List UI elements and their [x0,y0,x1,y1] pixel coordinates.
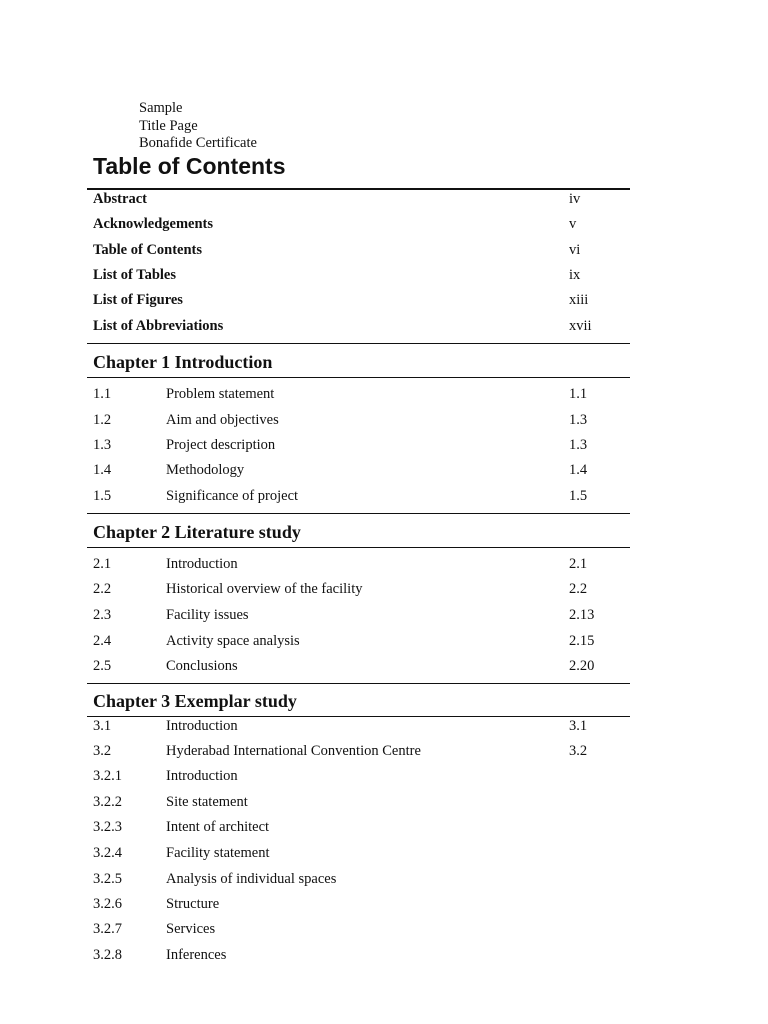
toc-number: 2.5 [93,658,112,674]
toc-page: ix [569,267,581,283]
toc-number: 1.1 [93,386,112,402]
toc-number: 3.2.3 [93,819,122,835]
toc-page: 1.1 [569,386,588,402]
toc-label: Facility statement [166,845,270,861]
toc-label: Site statement [166,794,248,810]
header-line-title-page: Title Page [139,117,198,134]
toc-label: Facility issues [166,607,249,623]
toc-row[interactable] [0,792,768,817]
toc-row[interactable] [0,384,768,409]
toc-row[interactable] [0,894,768,919]
toc-row-list-of-tables[interactable] [0,265,768,290]
toc-page: 2.1 [569,556,588,572]
toc-row-list-of-abbreviations[interactable] [0,316,768,341]
toc-page: 3.2 [569,743,588,759]
toc-page: xvii [569,318,592,334]
toc-row-abstract[interactable] [0,189,768,214]
toc-label: Project description [166,437,276,453]
toc-page: 1.4 [569,462,588,478]
toc-page: vi [569,242,581,258]
toc-label: Analysis of individual spaces [166,871,337,887]
toc-label: Inferences [166,947,227,963]
toc-page: 2.2 [569,581,588,597]
divider [87,683,630,684]
toc-row[interactable] [0,579,768,604]
toc-label: List of Figures [93,292,183,308]
header-line-sample: Sample [139,100,183,116]
page-title: Table of Contents [93,153,286,179]
chapter-3-heading[interactable]: Chapter 3 Exemplar study [93,691,297,711]
toc-page: 2.20 [569,658,595,674]
toc-label: Acknowledgements [93,216,214,232]
toc-label: Table of Contents [93,242,203,258]
toc-label: List of Abbreviations [93,318,224,334]
toc-label: List of Tables [93,267,176,283]
toc-number: 3.2.2 [93,794,122,810]
toc-row[interactable] [0,741,768,766]
toc-label: Hyderabad International Convention Centre [166,743,421,759]
toc-row-list-of-figures[interactable] [0,290,768,315]
toc-page: 2.13 [569,607,595,623]
toc-row-table-of-contents[interactable] [0,240,768,265]
toc-number: 3.2.4 [93,845,122,861]
toc-row[interactable] [0,945,768,970]
toc-row[interactable] [0,554,768,579]
toc-label: Introduction [166,768,238,784]
toc-page: xiii [569,292,589,308]
toc-page: 1.5 [569,488,588,504]
toc-row[interactable] [0,410,768,435]
toc-row[interactable] [0,656,768,681]
toc-label: Introduction [166,718,238,734]
toc-label: Structure [166,896,220,912]
toc-number: 3.2.5 [93,871,122,887]
toc-number: 3.2.6 [93,896,122,912]
toc-row[interactable] [0,631,768,656]
toc-row[interactable] [0,716,768,741]
toc-row-acknowledgements[interactable] [0,214,768,239]
toc-number: 2.4 [93,633,112,649]
toc-page: 2.15 [569,633,595,649]
toc-number: 1.3 [93,437,112,453]
toc-number: 2.2 [93,581,112,597]
toc-number: 3.2 [93,743,112,759]
toc-row[interactable] [0,605,768,630]
toc-label: Abstract [93,191,147,207]
toc-label: Aim and objectives [166,412,279,428]
toc-page: 3.1 [569,718,588,734]
toc-label: Services [166,921,216,937]
toc-label: Problem statement [166,386,275,402]
toc-row[interactable] [0,766,768,791]
toc-number: 2.1 [93,556,112,572]
toc-label: Conclusions [166,658,238,674]
divider [87,377,630,378]
toc-row[interactable] [0,460,768,485]
chapter-1-heading[interactable]: Chapter 1 Introduction [93,352,273,372]
toc-row[interactable] [0,919,768,944]
toc-number: 3.2.8 [93,947,122,963]
toc-number: 3.2.7 [93,921,122,937]
toc-row[interactable] [0,869,768,894]
toc-number: 2.3 [93,607,112,623]
toc-number: 3.1 [93,718,112,734]
divider [87,343,630,344]
toc-row[interactable] [0,843,768,868]
toc-page: iv [569,191,581,207]
toc-label: Methodology [166,462,245,478]
toc-row[interactable] [0,435,768,460]
divider [87,547,630,548]
toc-label: Historical overview of the facility [166,581,363,597]
header-lines [139,100,257,153]
toc-label: Intent of architect [166,819,270,835]
toc-number: 1.2 [93,412,112,428]
toc-row[interactable] [0,817,768,842]
toc-number: 3.2.1 [93,768,122,784]
header-line-bonafide: Bonafide Certificate [139,135,257,151]
toc-label: Significance of project [166,488,299,504]
chapter-2-heading[interactable]: Chapter 2 Literature study [93,522,301,542]
toc-page: v [569,216,577,232]
divider [87,513,630,514]
toc-number: 1.4 [93,462,112,478]
toc-label: Introduction [166,556,238,572]
toc-number: 1.5 [93,488,112,504]
toc-page: 1.3 [569,437,588,453]
toc-label: Activity space analysis [166,633,300,649]
toc-page: 1.3 [569,412,588,428]
toc-row[interactable] [0,486,768,511]
